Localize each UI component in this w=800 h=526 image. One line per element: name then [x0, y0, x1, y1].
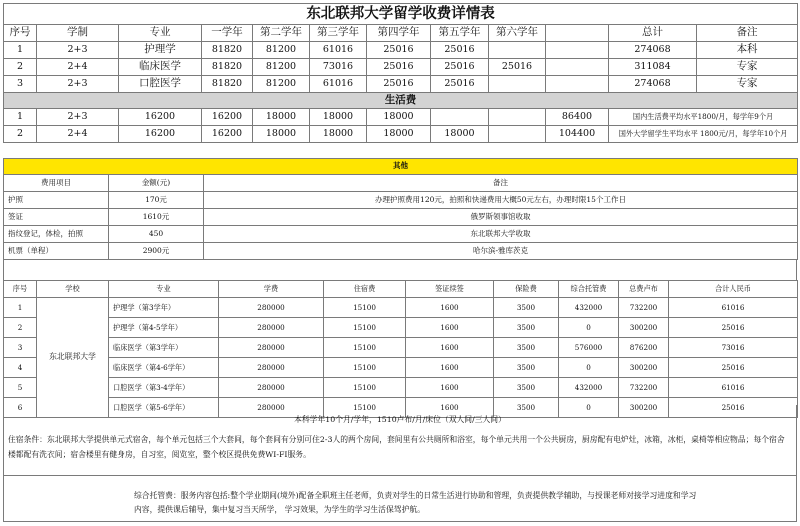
cell-rmb: 25016 [669, 398, 798, 418]
cell-year3: 18000 [310, 109, 367, 126]
cell-tuition: 280000 [219, 298, 324, 318]
header-cell [546, 25, 609, 42]
table-row [4, 358, 798, 378]
cell-year5: 25016 [431, 59, 489, 76]
cell-remark: 办理护照费用120元，拍照和快递费用大概50元左右，办理时限15个工作日 [204, 192, 798, 209]
cell-year2: 18000 [253, 126, 310, 143]
cell-visa: 1600 [406, 318, 494, 338]
cell-no: 4 [4, 358, 37, 378]
cell-insurance: 3500 [494, 398, 559, 418]
cell-year2: 81200 [253, 76, 310, 93]
cell-no: 1 [4, 298, 37, 318]
cell-year2: 18000 [253, 109, 310, 126]
header-cell: 一学年 [202, 25, 253, 42]
cell-major: 护理学 [119, 42, 202, 59]
cell-no: 1 [4, 42, 37, 59]
table-row [4, 126, 798, 143]
table-header-row [4, 175, 798, 192]
cell-no: 3 [4, 338, 37, 358]
cell-rmb: 73016 [669, 338, 798, 358]
cell-rmb: 61016 [669, 298, 798, 318]
accommodation-conditions-note: 住宿条件：东北联邦大学提供单元式宿舍，每个单元包括三个大套间，每个套间有分别可住2-3人的两个房间，套间里有公共厕所和浴室，每个单元共用一个公共厨房，厨房配有电炉灶，冰箱，冰柜，桌椅等相应物品；每个宿舍楼都配有洗衣间；宿舍楼里有健身房，自习室，阅览室，整个校区提供免费WI-FI服务。 [8, 435, 785, 459]
table-header-row [4, 281, 798, 298]
cell-year6 [489, 76, 546, 93]
cell-year1: 16200 [202, 126, 253, 143]
cell-rub: 732200 [619, 378, 669, 398]
cell-dorm: 15100 [324, 358, 406, 378]
cell-amount: 450 [109, 226, 204, 243]
cell-year4: 25016 [367, 76, 431, 93]
cell-remark: 专家 [697, 59, 798, 76]
header-cell: 第三学年 [310, 25, 367, 42]
cell-custody: 0 [559, 318, 619, 338]
cell-dorm: 15100 [324, 318, 406, 338]
cell-item: 签证 [4, 209, 109, 226]
cell-year5 [431, 109, 489, 126]
cell-system: 2+3 [37, 42, 119, 59]
cell-no: 2 [4, 126, 37, 143]
cell-no: 5 [4, 378, 37, 398]
cell-remark: 俄罗斯领事馆收取 [204, 209, 798, 226]
cell-major: 口腔医学 [119, 76, 202, 93]
cell-year4: 25016 [367, 59, 431, 76]
other-costs-table [3, 158, 798, 260]
cell-no: 2 [4, 318, 37, 338]
cell-remark: 国内生活费平均水平1800/月，每学年9个月 [609, 109, 798, 126]
cell-total: 86400 [546, 109, 609, 126]
cell-tuition: 280000 [219, 358, 324, 378]
cell-insurance: 3500 [494, 358, 559, 378]
header-cell: 签证续签 [406, 281, 494, 298]
tuition-table [3, 3, 798, 143]
cell-insurance: 3500 [494, 318, 559, 338]
cell-major: 16200 [119, 126, 202, 143]
header-cell: 第二学年 [253, 25, 310, 42]
cell-dorm: 15100 [324, 378, 406, 398]
header-cell: 学制 [37, 25, 119, 42]
page-title: 东北联邦大学留学收费详情表 [4, 4, 798, 25]
cell-year3: 61016 [310, 76, 367, 93]
cell-year5: 25016 [431, 42, 489, 59]
cell-year1: 16200 [202, 109, 253, 126]
cell-no: 2 [4, 59, 37, 76]
cell-dorm: 15100 [324, 398, 406, 418]
table-row [4, 338, 798, 358]
header-cell: 总费卢布 [619, 281, 669, 298]
table-row [4, 192, 798, 209]
header-cell: 综合托管费 [559, 281, 619, 298]
header-cell: 备注 [697, 25, 798, 42]
cell-amount: 2900元 [109, 243, 204, 260]
header-cell: 费用项目 [4, 175, 109, 192]
cell-major: 护理学（第3学年） [109, 298, 219, 318]
cell-system: 2+3 [37, 76, 119, 93]
cell-year6 [489, 109, 546, 126]
cell-year3: 18000 [310, 126, 367, 143]
cell-remark: 国外大学留学生平均水平 1800元/月，每学年10个月 [609, 126, 798, 143]
cell-remark: 东北联邦大学收取 [204, 226, 798, 243]
cell-year4: 18000 [367, 126, 431, 143]
cell-dorm: 15100 [324, 338, 406, 358]
cell-year3: 61016 [310, 42, 367, 59]
cell-system: 2+4 [37, 126, 119, 143]
header-cell: 专业 [109, 281, 219, 298]
cell-major: 临床医学（第3学年） [109, 338, 219, 358]
cell-dorm: 15100 [324, 298, 406, 318]
table-row [4, 243, 798, 260]
cell-custody: 432000 [559, 298, 619, 318]
divider [4, 475, 796, 476]
cell-year5: 25016 [431, 76, 489, 93]
header-cell: 第五学年 [431, 25, 489, 42]
header-cell: 序号 [4, 25, 37, 42]
cell-empty [546, 76, 609, 93]
cell-custody: 0 [559, 358, 619, 378]
cell-item: 指纹登记，体检，拍照 [4, 226, 109, 243]
cell-year5: 18000 [431, 126, 489, 143]
cell-rub: 300200 [619, 318, 669, 338]
cell-rmb: 25016 [669, 318, 798, 338]
cell-year6 [489, 126, 546, 143]
table-row [4, 109, 798, 126]
cell-year6 [489, 42, 546, 59]
table-row [4, 226, 798, 243]
cell-custody: 432000 [559, 378, 619, 398]
cell-rub: 300200 [619, 398, 669, 418]
cell-item: 护照 [4, 192, 109, 209]
cell-amount: 170元 [109, 192, 204, 209]
section-title-living: 生活费 [4, 93, 798, 109]
cell-remark: 哈尔滨-雅库茨克 [204, 243, 798, 260]
custody-fee-note: 综合托管费：服务内容包括:整个学业期间(境外)配备全职班主任老师，负责对学生的日常生活进行协助和管理，负责提供教学辅助，与授课老师对接学习进度和学习内容，提供课后辅导，集中复习当天所学， 学习效果，为学生的学习生活保驾护航。 [134, 491, 697, 514]
header-cell: 学校 [37, 281, 109, 298]
cell-major: 护理学（第4-5学年） [109, 318, 219, 338]
cell-total: 274068 [609, 42, 697, 59]
cell-total: 274068 [609, 76, 697, 93]
cell-major: 口腔医学（第5-6学年） [109, 398, 219, 418]
header-cell: 备注 [204, 175, 798, 192]
accommodation-fee-note: 本科学年10个月/学年，1510卢布/月/床位（双人间/三人间） [294, 415, 506, 424]
cell-insurance: 3500 [494, 298, 559, 318]
table-row [4, 298, 798, 318]
cell-tuition: 280000 [219, 398, 324, 418]
header-cell: 专业 [119, 25, 202, 42]
cell-amount: 1610元 [109, 209, 204, 226]
cell-school: 东北联邦大学 [37, 298, 109, 418]
cell-visa: 1600 [406, 398, 494, 418]
cell-system: 2+3 [37, 109, 119, 126]
table-row [4, 76, 798, 93]
header-cell: 合计人民币 [669, 281, 798, 298]
cell-custody: 576000 [559, 338, 619, 358]
table-row [4, 42, 798, 59]
cell-major: 16200 [119, 109, 202, 126]
header-cell: 总计 [609, 25, 697, 42]
cell-insurance: 3500 [494, 378, 559, 398]
cell-item: 机票（单程） [4, 243, 109, 260]
notes-section [3, 405, 797, 522]
cell-custody: 0 [559, 398, 619, 418]
table-row [4, 318, 798, 338]
cell-empty [546, 59, 609, 76]
cell-remark: 专家 [697, 76, 798, 93]
cell-year1: 81820 [202, 59, 253, 76]
cell-no: 6 [4, 398, 37, 418]
cell-year1: 81820 [202, 42, 253, 59]
cell-rmb: 61016 [669, 378, 798, 398]
cell-visa: 1600 [406, 358, 494, 378]
cell-rub: 876200 [619, 338, 669, 358]
cell-insurance: 3500 [494, 338, 559, 358]
cell-tuition: 280000 [219, 338, 324, 358]
cell-visa: 1600 [406, 298, 494, 318]
cell-year4: 25016 [367, 42, 431, 59]
cell-no: 3 [4, 76, 37, 93]
table-row [4, 59, 798, 76]
header-cell: 第六学年 [489, 25, 546, 42]
cell-year3: 73016 [310, 59, 367, 76]
cell-rub: 300200 [619, 358, 669, 378]
cell-year4: 18000 [367, 109, 431, 126]
header-cell: 金额(元) [109, 175, 204, 192]
section-title-other: 其他 [4, 159, 798, 175]
cell-tuition: 280000 [219, 318, 324, 338]
cell-rub: 732200 [619, 298, 669, 318]
cell-empty [546, 42, 609, 59]
spacer [3, 260, 797, 280]
cell-major: 口腔医学（第3-4学年） [109, 378, 219, 398]
header-cell: 住宿费 [324, 281, 406, 298]
cell-year1: 81820 [202, 76, 253, 93]
cell-total: 104400 [546, 126, 609, 143]
header-cell: 学费 [219, 281, 324, 298]
cell-system: 2+4 [37, 59, 119, 76]
cell-major: 临床医学 [119, 59, 202, 76]
cell-no: 1 [4, 109, 37, 126]
fee-detail-table [3, 280, 798, 418]
cell-year2: 81200 [253, 42, 310, 59]
cell-major: 临床医学（第4-6学年） [109, 358, 219, 378]
table-header-row [4, 25, 798, 42]
cell-year2: 81200 [253, 59, 310, 76]
table-row [4, 209, 798, 226]
cell-visa: 1600 [406, 338, 494, 358]
header-cell: 序号 [4, 281, 37, 298]
header-cell: 保险费 [494, 281, 559, 298]
cell-total: 311084 [609, 59, 697, 76]
cell-tuition: 280000 [219, 378, 324, 398]
header-cell: 第四学年 [367, 25, 431, 42]
cell-year6: 25016 [489, 59, 546, 76]
cell-visa: 1600 [406, 378, 494, 398]
cell-remark: 本科 [697, 42, 798, 59]
table-row [4, 378, 798, 398]
cell-rmb: 25016 [669, 358, 798, 378]
